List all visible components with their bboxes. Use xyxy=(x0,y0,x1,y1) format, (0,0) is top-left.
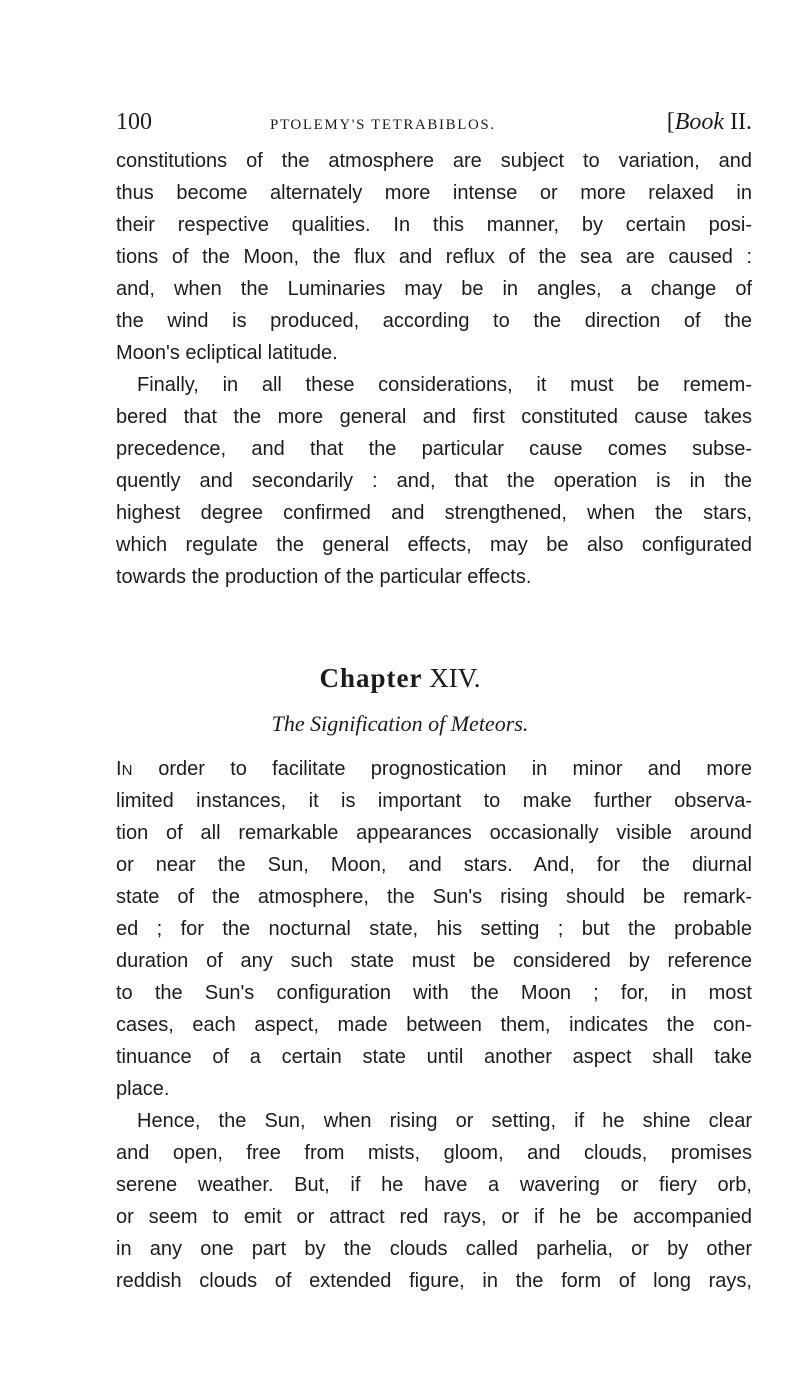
text-line: quently and secondarily : and, that the operation is in the xyxy=(116,470,752,492)
text-line: thus become alternately more intense or more relaxed in xyxy=(116,182,752,204)
text-line: ed ; for the nocturnal state, his setting ; but the probable xyxy=(116,918,752,940)
book-number: II. xyxy=(724,109,752,135)
text-line: tinuance of a certain state until another aspect shall take xyxy=(116,1046,752,1068)
text-line: their respective qualities. In this manner, by certain posi- xyxy=(116,214,752,236)
initial-smallcaps: N xyxy=(121,762,133,779)
text-line: which regulate the general effects, may be also configurated xyxy=(116,534,752,556)
page-header xyxy=(116,104,752,144)
text-line: Moon's ecliptical latitude. xyxy=(116,342,338,364)
text-line: or seem to emit or attract red rays, or if he be accompanied xyxy=(116,1206,752,1228)
chapter-heading xyxy=(0,658,800,698)
text-line: duration of any such state must be considered by reference xyxy=(116,950,752,972)
text-line: bered that the more general and first constituted cause takes xyxy=(116,406,752,428)
text-line: in any one part by the clouds called parhelia, or by other xyxy=(116,1238,752,1260)
chapter-number: XIV. xyxy=(429,663,481,693)
chapter-label: Chapter xyxy=(319,663,423,693)
text-line: place. xyxy=(116,1078,170,1100)
text-line: to the Sun's configuration with the Moon ; for, in most xyxy=(116,982,752,1004)
text-line xyxy=(116,753,752,785)
text-line: and, when the Luminaries may be in angles, a change of xyxy=(116,278,752,300)
text-line: state of the atmosphere, the Sun's rising should be remark- xyxy=(116,886,752,908)
text-line: serene weather. But, if he have a wavering or fiery orb, xyxy=(116,1174,752,1196)
running-title: PTOLEMY'S TETRABIBLOS. xyxy=(270,117,496,133)
book-word: Book xyxy=(674,109,725,135)
text-line: reddish clouds of extended figure, in the form of long rays, xyxy=(116,1270,752,1292)
text-line: towards the production of the particular effects. xyxy=(116,566,532,588)
book-reference xyxy=(667,104,752,140)
chapter-title: The Signification of Meteors. xyxy=(271,711,529,736)
text-line: tions of the Moon, the flux and reflux of the sea are caused : xyxy=(116,246,752,268)
text-line: limited instances, it is important to make further observa- xyxy=(116,790,752,812)
page-number: 100 xyxy=(116,109,152,135)
text-line: Finally, in all these considerations, it must be remem- xyxy=(137,374,752,396)
text-line: tion of all remarkable appearances occasionally visible around xyxy=(116,822,752,844)
text-line: Hence, the Sun, when rising or setting, if he shine clear xyxy=(137,1110,752,1132)
drop-initial: I xyxy=(116,758,122,780)
text-line: precedence, and that the particular cause comes subse- xyxy=(116,438,752,460)
text-line: cases, each aspect, made between them, indicates the con- xyxy=(116,1014,752,1036)
text-line: and open, free from mists, gloom, and clouds, promises xyxy=(116,1142,752,1164)
book-bracket: [ xyxy=(666,109,675,135)
text-line: constitutions of the atmosphere are subject to variation, and xyxy=(116,150,752,172)
text-line: highest degree confirmed and strengthened, when the stars, xyxy=(116,502,752,524)
first-line-text: order to facilitate prognostication in minor and more xyxy=(133,758,752,780)
text-line: or near the Sun, Moon, and stars. And, for the diurnal xyxy=(116,854,752,876)
text-line: the wind is produced, according to the direction of the xyxy=(116,310,752,332)
